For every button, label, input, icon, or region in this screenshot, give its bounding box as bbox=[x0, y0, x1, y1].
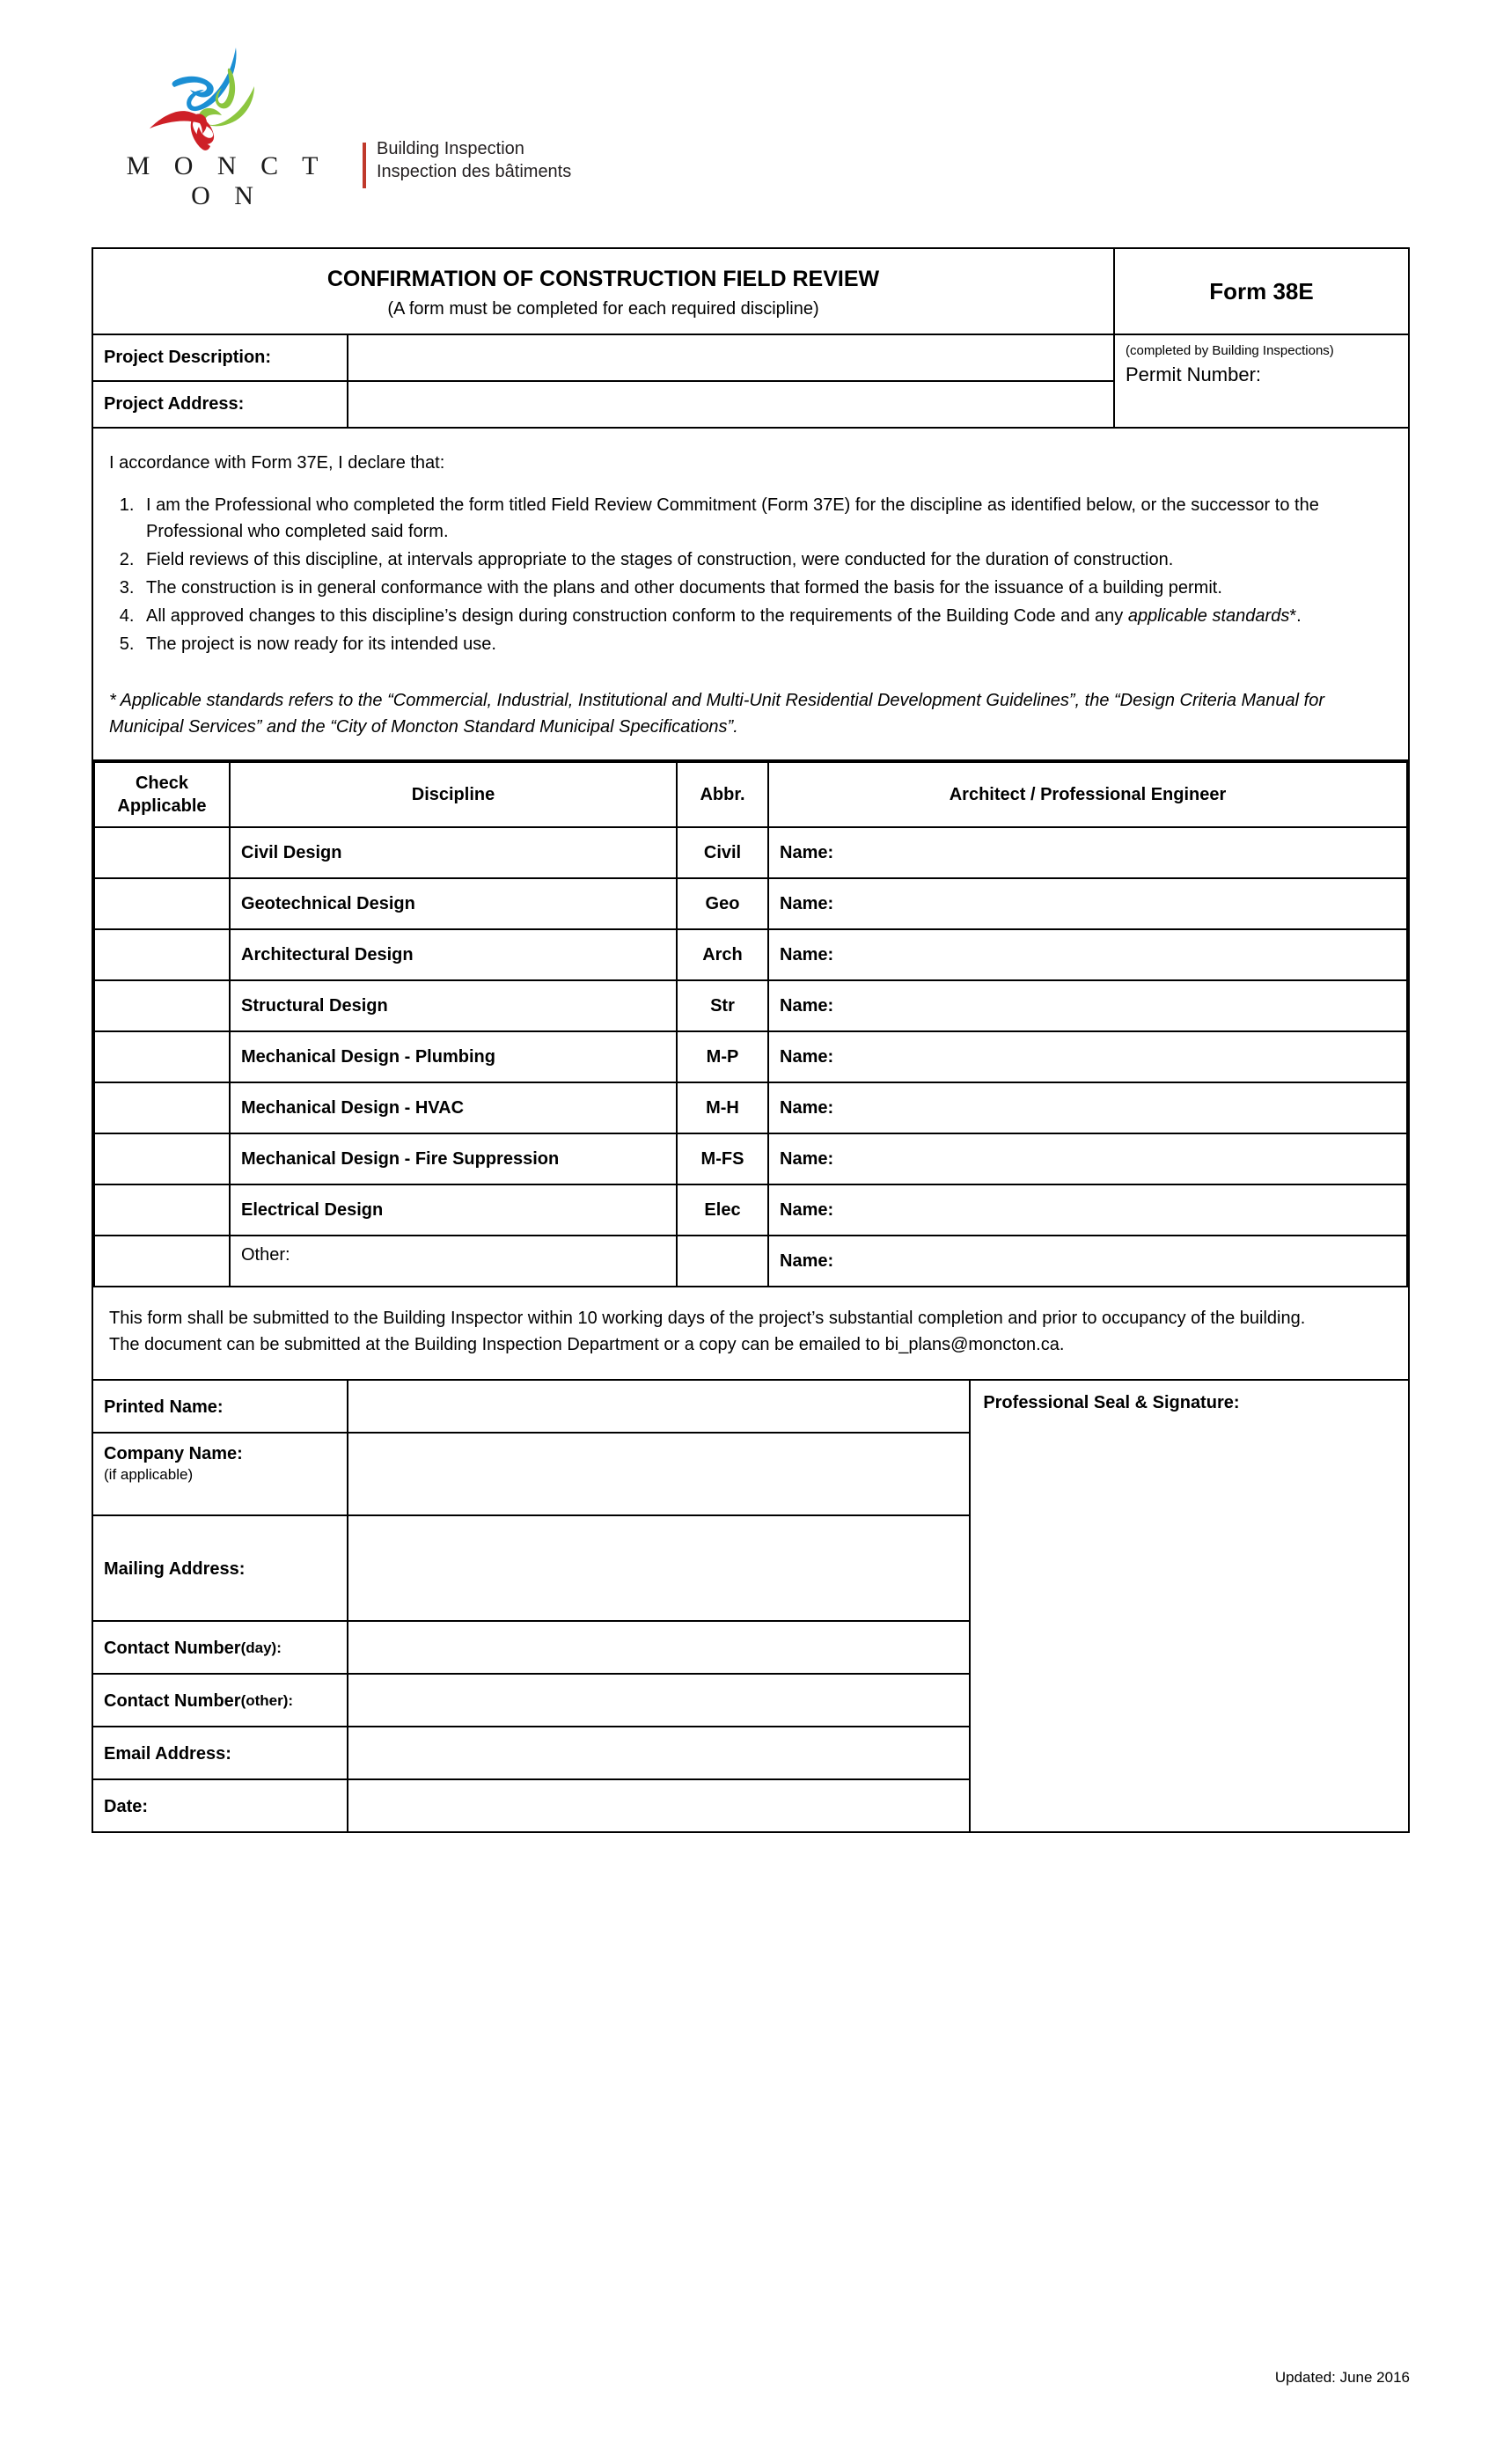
discipline-name-other[interactable]: Other: bbox=[230, 1236, 677, 1287]
discipline-abbr-other[interactable] bbox=[677, 1236, 768, 1287]
mailing-address-input[interactable] bbox=[348, 1516, 969, 1620]
contact-day-text: Contact Number bbox=[104, 1638, 241, 1658]
checkbox-cell-str[interactable] bbox=[94, 980, 230, 1031]
declaration-section bbox=[93, 429, 1408, 761]
page-title: CONFIRMATION OF CONSTRUCTION FIELD REVIEW bbox=[326, 267, 880, 291]
column-header-abbr: Abbr. bbox=[677, 762, 768, 827]
table-row bbox=[94, 827, 1407, 878]
engineer-name-mp[interactable]: Name: bbox=[768, 1031, 1407, 1082]
checkbox-cell-mfs[interactable] bbox=[94, 1133, 230, 1184]
permit-number-cell bbox=[1115, 335, 1408, 427]
discipline-table bbox=[93, 761, 1408, 1287]
contact-other-input[interactable] bbox=[348, 1675, 969, 1726]
discipline-name-civil: Civil Design bbox=[230, 827, 677, 878]
checkbox-cell-elec[interactable] bbox=[94, 1184, 230, 1236]
discipline-name-str: Structural Design bbox=[230, 980, 677, 1031]
email-address-label: Email Address: bbox=[93, 1727, 348, 1778]
checkbox-cell-geo[interactable] bbox=[94, 878, 230, 929]
company-name-text: Company Name: bbox=[104, 1444, 243, 1463]
engineer-name-other[interactable]: Name: bbox=[768, 1236, 1407, 1287]
declaration-item-4-suffix: *. bbox=[1289, 606, 1302, 626]
form-container bbox=[92, 247, 1410, 1833]
discipline-name-mfs: Mechanical Design - Fire Suppression bbox=[230, 1133, 677, 1184]
form-number-cell bbox=[1115, 249, 1408, 334]
declaration-footnote: * Applicable standards refers to the “Commercial, Industrial, Institutional and Multi-Unit Residential Development Guidelines”, the “Design Criteria Manual for Municipal Services” and the “City of Moncton Standard Municipal Specifications”. bbox=[109, 691, 1324, 737]
city-wordmark: M O N C T O N bbox=[126, 151, 327, 210]
engineer-name-mh[interactable]: Name: bbox=[768, 1082, 1407, 1133]
date-input[interactable] bbox=[348, 1780, 969, 1831]
discipline-abbr-mp: M-P bbox=[677, 1031, 768, 1082]
table-row bbox=[94, 878, 1407, 929]
table-row bbox=[94, 1236, 1407, 1287]
mailing-address-label: Mailing Address: bbox=[93, 1516, 348, 1620]
engineer-name-elec[interactable]: Name: bbox=[768, 1184, 1407, 1236]
email-address-input[interactable] bbox=[348, 1727, 969, 1778]
declaration-item-3: 3. The construction is in general conformance with the plans and other documents that formed the basis for the issuance of a building permit. bbox=[139, 575, 1392, 601]
discipline-abbr-str: Str bbox=[677, 980, 768, 1031]
declaration-list bbox=[109, 492, 1392, 657]
engineer-name-str[interactable]: Name: bbox=[768, 980, 1407, 1031]
printed-name-row bbox=[93, 1381, 969, 1434]
permit-number-label: Permit Number: bbox=[1126, 363, 1262, 385]
discipline-abbr-elec: Elec bbox=[677, 1184, 768, 1236]
project-description-row bbox=[93, 335, 1113, 382]
column-header-discipline: Discipline bbox=[230, 762, 677, 827]
instructions-line-2: The document can be submitted at the Building Inspection Department or a copy can be emailed to bi_plans@moncton.ca. bbox=[109, 1335, 1065, 1354]
discipline-abbr-mfs: M-FS bbox=[677, 1133, 768, 1184]
mailing-address-row bbox=[93, 1516, 969, 1622]
contact-other-text: Contact Number bbox=[104, 1690, 241, 1711]
table-row bbox=[94, 1133, 1407, 1184]
declaration-item-4 bbox=[139, 603, 1392, 629]
checkbox-cell-other[interactable] bbox=[94, 1236, 230, 1287]
checkbox-cell-arch[interactable] bbox=[94, 929, 230, 980]
form-number: Form 38E bbox=[1209, 277, 1314, 304]
signature-fields bbox=[93, 1381, 971, 1831]
form-header bbox=[93, 249, 1408, 335]
submission-instructions bbox=[93, 1287, 1408, 1381]
contact-day-input[interactable] bbox=[348, 1622, 969, 1673]
project-address-input[interactable] bbox=[348, 382, 1113, 427]
email-address-row bbox=[93, 1727, 969, 1780]
engineer-name-civil[interactable]: Name: bbox=[768, 827, 1407, 878]
engineer-name-mfs[interactable]: Name: bbox=[768, 1133, 1407, 1184]
discipline-table-header-row bbox=[94, 762, 1407, 827]
contact-day-label bbox=[93, 1622, 348, 1673]
page-subtitle: (A form must be completed for each required discipline) bbox=[387, 299, 819, 319]
check-header-line1: Check bbox=[135, 774, 189, 793]
printed-name-label: Printed Name: bbox=[93, 1381, 348, 1432]
engineer-name-geo[interactable]: Name: bbox=[768, 878, 1407, 929]
permit-note: (completed by Building Inspections) bbox=[1126, 343, 1334, 358]
company-name-note: (if applicable) bbox=[104, 1466, 194, 1483]
discipline-abbr-civil: Civil bbox=[677, 827, 768, 878]
project-address-row bbox=[93, 382, 1113, 427]
discipline-name-mh: Mechanical Design - HVAC bbox=[230, 1082, 677, 1133]
table-row bbox=[94, 980, 1407, 1031]
column-header-engineer: Architect / Professional Engineer bbox=[768, 762, 1407, 827]
discipline-abbr-mh: M-H bbox=[677, 1082, 768, 1133]
professional-seal-label: Professional Seal & Signature: bbox=[983, 1393, 1240, 1412]
moncton-pinwheel-icon bbox=[141, 37, 290, 151]
checkbox-cell-mh[interactable] bbox=[94, 1082, 230, 1133]
footer-updated: Updated: June 2016 bbox=[1274, 2369, 1410, 2386]
table-row bbox=[94, 1082, 1407, 1133]
signature-section bbox=[93, 1381, 1408, 1831]
declaration-intro: I accordance with Form 37E, I declare that: bbox=[109, 453, 445, 473]
discipline-name-mp: Mechanical Design - Plumbing bbox=[230, 1031, 677, 1082]
project-address-label: Project Address: bbox=[93, 382, 348, 427]
project-info-section bbox=[93, 335, 1408, 429]
engineer-name-arch[interactable]: Name: bbox=[768, 929, 1407, 980]
department-name-en: Building Inspection bbox=[377, 139, 524, 158]
contact-day-suffix: (day): bbox=[240, 1639, 282, 1656]
discipline-abbr-arch: Arch bbox=[677, 929, 768, 980]
contact-other-label bbox=[93, 1675, 348, 1726]
contact-day-row bbox=[93, 1622, 969, 1675]
check-header-line2: Applicable bbox=[117, 796, 207, 816]
company-name-label bbox=[93, 1434, 348, 1514]
company-name-input[interactable] bbox=[348, 1434, 969, 1514]
declaration-item-4-prefix: All approved changes to this discipline’s design during construction conform to the requirements of the Building Code and any bbox=[146, 606, 1128, 626]
table-row bbox=[94, 1031, 1407, 1082]
project-fields bbox=[93, 335, 1115, 427]
table-row bbox=[94, 929, 1407, 980]
declaration-item-4-emphasis: applicable standards bbox=[1127, 606, 1290, 626]
company-name-row bbox=[93, 1434, 969, 1516]
checkbox-cell-mp[interactable] bbox=[94, 1031, 230, 1082]
contact-other-suffix: (other): bbox=[240, 1692, 294, 1709]
column-header-check-applicable bbox=[94, 762, 230, 827]
discipline-name-elec: Electrical Design bbox=[230, 1184, 677, 1236]
declaration-item-5: 5. The project is now ready for its intended use. bbox=[139, 631, 1392, 657]
table-row bbox=[94, 1184, 1407, 1236]
instructions-line-1: This form shall be submitted to the Building Inspector within 10 working days of the project’s substantial completion and prior to occupancy of the building. bbox=[109, 1309, 1306, 1328]
discipline-name-geo: Geotechnical Design bbox=[230, 878, 677, 929]
discipline-table-body bbox=[94, 827, 1407, 1287]
date-row bbox=[93, 1780, 969, 1831]
project-description-input[interactable] bbox=[348, 335, 1113, 380]
moncton-logo bbox=[106, 37, 572, 210]
discipline-name-arch: Architectural Design bbox=[230, 929, 677, 980]
printed-name-input[interactable] bbox=[348, 1381, 969, 1432]
title-cell bbox=[93, 249, 1115, 334]
date-label: Date: bbox=[93, 1780, 348, 1831]
department-name-fr: Inspection des bâtiments bbox=[377, 162, 572, 181]
department-name bbox=[377, 137, 571, 183]
project-description-label: Project Description: bbox=[93, 335, 348, 380]
discipline-abbr-geo: Geo bbox=[677, 878, 768, 929]
declaration-item-2: 2. Field reviews of this discipline, at intervals appropriate to the stages of construction, were conducted for the duration of construction. bbox=[139, 546, 1392, 573]
contact-other-row bbox=[93, 1675, 969, 1727]
checkbox-cell-civil[interactable] bbox=[94, 827, 230, 878]
logo-divider bbox=[363, 143, 366, 188]
professional-seal-area[interactable] bbox=[971, 1381, 1408, 1831]
declaration-item-1: 1. I am the Professional who completed the form titled Field Review Commitment (Form 37E) for the discipline as identified below, or the successor to the Professional who completed said form. bbox=[139, 492, 1392, 545]
